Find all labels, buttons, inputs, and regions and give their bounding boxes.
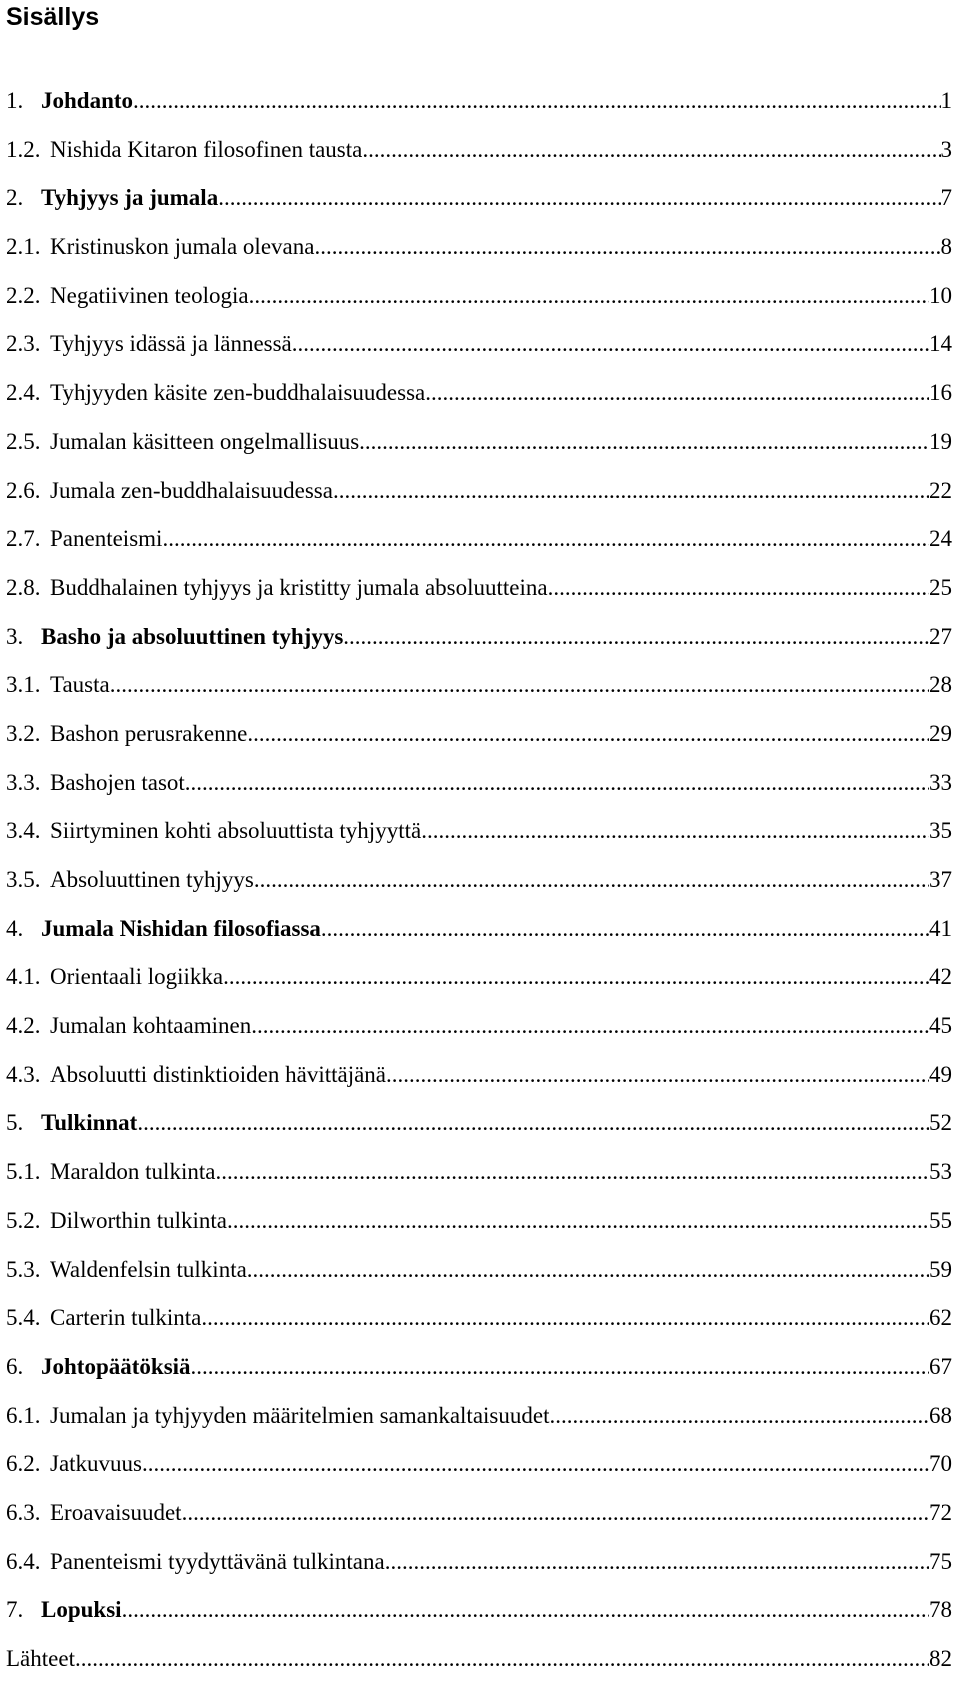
toc-dot-leader bbox=[215, 1148, 929, 1197]
toc-entry[interactable] bbox=[6, 467, 952, 516]
toc-entry-number: 3.4. bbox=[6, 818, 41, 844]
toc-dot-leader bbox=[142, 1440, 929, 1489]
toc-entry[interactable] bbox=[6, 126, 952, 175]
toc-entry-title: Basho ja absoluuttinen tyhjyys bbox=[41, 623, 344, 649]
toc-entry-number: 4.3. bbox=[6, 1061, 41, 1087]
toc-entry-page-number: 37 bbox=[929, 867, 952, 892]
toc-entry[interactable] bbox=[6, 856, 952, 905]
toc-entry-page-number: 10 bbox=[929, 282, 952, 308]
toc-entry-number: 7. bbox=[6, 1597, 24, 1623]
toc-dot-leader bbox=[254, 856, 929, 905]
toc-dot-leader bbox=[425, 369, 929, 418]
toc-dot-leader bbox=[548, 564, 929, 613]
toc-dot-leader bbox=[185, 759, 929, 808]
toc-entry-page-number: 7 bbox=[940, 185, 952, 211]
toc-entry-number: 3.5. bbox=[6, 867, 41, 892]
toc-entry-number: 2.8. bbox=[6, 574, 41, 600]
toc-dot-leader bbox=[333, 467, 929, 516]
toc-entry-page-number: 53 bbox=[929, 1159, 952, 1185]
toc-entry-title: Jumala zen-buddhalaisuudessa bbox=[50, 477, 333, 503]
toc-entry-page-number: 75 bbox=[929, 1548, 952, 1574]
toc-entry-number: 6.1. bbox=[6, 1402, 41, 1428]
toc-entry-page-number: 70 bbox=[929, 1451, 952, 1477]
toc-entry-page-number: 3 bbox=[940, 136, 952, 162]
toc-dot-leader bbox=[314, 223, 940, 272]
toc-entry-title: Waldenfelsin tulkinta bbox=[50, 1256, 247, 1282]
toc-entry-page-number: 22 bbox=[929, 477, 952, 503]
toc-entry-page-number: 25 bbox=[929, 574, 952, 600]
toc-dot-leader bbox=[223, 953, 929, 1002]
toc-entry-title: Tyhjyyden käsite zen-buddhalaisuudessa bbox=[50, 380, 426, 406]
toc-entry-page-number: 33 bbox=[929, 769, 952, 795]
toc-entry-page-number: 68 bbox=[929, 1402, 952, 1428]
toc-entry-page-number: 1 bbox=[940, 88, 952, 113]
toc-dot-leader bbox=[218, 174, 940, 223]
toc-entry[interactable] bbox=[6, 1294, 952, 1343]
toc-entry-title: Tyhjyys idässä ja lännessä bbox=[50, 331, 292, 357]
toc-entry-page-number: 67 bbox=[929, 1353, 952, 1379]
toc-list bbox=[6, 77, 952, 1684]
toc-entry-number: 1. bbox=[6, 88, 24, 113]
toc-entry[interactable] bbox=[6, 1440, 952, 1489]
toc-entry[interactable] bbox=[6, 807, 952, 856]
toc-entry-title: Buddhalainen tyhjyys ja kristitty jumala absoluutteina bbox=[50, 574, 548, 600]
toc-entry-number: 3. bbox=[6, 623, 24, 649]
toc-entry-page-number: 59 bbox=[929, 1256, 952, 1282]
toc-entry-number: 2.2. bbox=[6, 282, 41, 308]
toc-dot-leader bbox=[201, 1294, 929, 1343]
toc-entry-page-number: 28 bbox=[929, 672, 952, 698]
toc-dot-leader bbox=[162, 515, 929, 564]
toc-entry-title: Tyhjyys ja jumala bbox=[41, 185, 219, 211]
toc-entry-title: Kristinuskon jumala olevana bbox=[50, 234, 315, 260]
toc-entry-number: 2.7. bbox=[6, 526, 41, 552]
toc-entry[interactable] bbox=[6, 1002, 952, 1051]
toc-entry-title: Jatkuvuus bbox=[50, 1451, 142, 1477]
toc-entry-title: Maraldon tulkinta bbox=[50, 1159, 216, 1185]
toc-entry[interactable] bbox=[6, 1051, 952, 1100]
toc-entry-page-number: 49 bbox=[929, 1061, 952, 1087]
toc-entry-page-number: 24 bbox=[929, 526, 952, 552]
toc-entry-title: Tulkinnat bbox=[41, 1110, 138, 1136]
toc-entry-page-number: 14 bbox=[929, 331, 952, 357]
toc-dot-leader bbox=[133, 77, 940, 126]
toc-entry[interactable] bbox=[6, 369, 952, 418]
toc-entry-number: 6.3. bbox=[6, 1499, 41, 1525]
toc-dot-leader bbox=[343, 613, 929, 662]
toc-entry-page-number: 27 bbox=[929, 623, 952, 649]
toc-dot-leader bbox=[249, 272, 929, 321]
toc-entry-page-number: 62 bbox=[929, 1305, 952, 1331]
toc-entry[interactable] bbox=[6, 1538, 952, 1587]
toc-entry[interactable] bbox=[6, 174, 952, 223]
toc-entry[interactable] bbox=[6, 418, 952, 467]
toc-entry-number: 2.1. bbox=[6, 234, 41, 260]
toc-entry[interactable] bbox=[6, 1635, 952, 1684]
toc-entry[interactable] bbox=[6, 759, 952, 808]
toc-entry[interactable] bbox=[6, 564, 952, 613]
toc-entry-number: 4.2. bbox=[6, 1013, 41, 1039]
toc-dot-leader bbox=[549, 1392, 929, 1441]
toc-entry-title: Bashojen tasot bbox=[50, 769, 185, 795]
toc-entry-number: 3.1. bbox=[6, 672, 41, 698]
toc-entry-page-number: 82 bbox=[929, 1646, 952, 1671]
toc-entry[interactable] bbox=[6, 1246, 952, 1295]
toc-entry[interactable] bbox=[6, 905, 952, 954]
toc-entry-title: Siirtyminen kohti absoluuttista tyhjyyttä bbox=[50, 818, 422, 844]
toc-dot-leader bbox=[247, 710, 929, 759]
toc-entry[interactable] bbox=[6, 1148, 952, 1197]
toc-entry-title: Jumalan käsitteen ongelmallisuus bbox=[50, 428, 360, 454]
toc-entry[interactable] bbox=[6, 320, 952, 369]
toc-dot-leader bbox=[385, 1538, 929, 1587]
toc-entry-page-number: 42 bbox=[929, 964, 952, 990]
toc-entry[interactable] bbox=[6, 223, 952, 272]
toc-entry[interactable] bbox=[6, 661, 952, 710]
toc-entry-page-number: 41 bbox=[929, 915, 952, 941]
toc-entry-number: 6. bbox=[6, 1353, 24, 1379]
toc-entry-number: 5. bbox=[6, 1110, 24, 1136]
toc-entry-title: Nishida Kitaron filosofinen tausta bbox=[50, 136, 363, 162]
toc-entry-number: 2.4. bbox=[6, 380, 41, 406]
toc-entry-page-number: 8 bbox=[940, 234, 952, 260]
toc-dot-leader bbox=[321, 905, 929, 954]
toc-entry[interactable] bbox=[6, 1586, 952, 1635]
toc-entry-number: 6.4. bbox=[6, 1548, 41, 1574]
toc-entry[interactable] bbox=[6, 272, 952, 321]
toc-dot-leader bbox=[122, 1586, 929, 1635]
toc-entry-number: 5.1. bbox=[6, 1159, 41, 1185]
toc-entry[interactable] bbox=[6, 1343, 952, 1392]
toc-dot-leader bbox=[247, 1246, 929, 1295]
toc-entry-title: Johdanto bbox=[41, 88, 134, 113]
toc-entry-page-number: 29 bbox=[929, 720, 952, 746]
toc-entry[interactable] bbox=[6, 1099, 952, 1148]
toc-entry-title: Panenteismi tyydyttävänä tulkintana bbox=[50, 1548, 385, 1574]
toc-entry[interactable] bbox=[6, 515, 952, 564]
toc-entry-number: 4.1. bbox=[6, 964, 41, 990]
toc-dot-leader bbox=[292, 320, 929, 369]
toc-entry-title: Eroavaisuudet bbox=[50, 1499, 182, 1525]
toc-entry-number: 1.2. bbox=[6, 136, 41, 162]
toc-dot-leader bbox=[359, 418, 929, 467]
toc-entry-title: Bashon perusrakenne bbox=[50, 720, 248, 746]
toc-entry-title: Orientaali logiikka bbox=[50, 964, 224, 990]
toc-entry-page-number: 19 bbox=[929, 428, 952, 454]
toc-dot-leader bbox=[191, 1343, 929, 1392]
toc-entry[interactable] bbox=[6, 1489, 952, 1538]
toc-dot-leader bbox=[182, 1489, 929, 1538]
toc-dot-leader bbox=[421, 807, 929, 856]
toc-entry-title: Lopuksi bbox=[41, 1597, 122, 1623]
toc-entry[interactable] bbox=[6, 710, 952, 759]
toc-dot-leader bbox=[362, 126, 940, 175]
toc-entry-number: 2.5. bbox=[6, 428, 41, 454]
toc-entry-title: Johtopäätöksiä bbox=[41, 1353, 191, 1379]
toc-dot-leader bbox=[137, 1099, 929, 1148]
toc-entry-number: 5.2. bbox=[6, 1207, 41, 1233]
toc-entry-number: 3.2. bbox=[6, 720, 41, 746]
toc-entry-number: 2.6. bbox=[6, 477, 41, 503]
toc-entry[interactable] bbox=[6, 1197, 952, 1246]
toc-entry-title: Absoluutti distinktioiden hävittäjänä bbox=[50, 1061, 387, 1087]
toc-dot-leader bbox=[227, 1197, 929, 1246]
toc-entry-title: Dilworthin tulkinta bbox=[50, 1207, 227, 1233]
toc-entry-number: 3.3. bbox=[6, 769, 41, 795]
toc-entry-title: Absoluuttinen tyhjyys bbox=[50, 867, 254, 892]
toc-entry-page-number: 78 bbox=[929, 1597, 952, 1623]
page-title: Sisällys bbox=[6, 3, 100, 31]
toc-dot-leader bbox=[386, 1051, 929, 1100]
toc-entry-title: Jumala Nishidan filosofiassa bbox=[41, 915, 321, 941]
toc-entry-number: 5.3. bbox=[6, 1256, 41, 1282]
toc-entry-page-number: 35 bbox=[929, 818, 952, 844]
toc-entry-title: Panenteismi bbox=[50, 526, 163, 552]
toc-dot-leader bbox=[75, 1635, 929, 1684]
toc-entry[interactable] bbox=[6, 953, 952, 1002]
toc-entry-number: 6.2. bbox=[6, 1451, 41, 1477]
toc-dot-leader bbox=[110, 661, 929, 710]
toc-entry-title: Tausta bbox=[50, 672, 110, 698]
toc-entry[interactable] bbox=[6, 1392, 952, 1441]
toc-entry-page-number: 45 bbox=[929, 1013, 952, 1039]
toc-entry-page-number: 52 bbox=[929, 1110, 952, 1136]
toc-entry-title: Lähteet bbox=[6, 1646, 75, 1671]
toc-entry[interactable] bbox=[6, 77, 952, 126]
toc-entry-number: 2. bbox=[6, 185, 24, 211]
toc-entry-page-number: 16 bbox=[929, 380, 952, 406]
toc-entry-number: 5.4. bbox=[6, 1305, 41, 1331]
toc-entry-number: 2.3. bbox=[6, 331, 41, 357]
toc-entry-page-number: 72 bbox=[929, 1499, 952, 1525]
toc-dot-leader bbox=[251, 1002, 929, 1051]
toc-entry-title: Negatiivinen teologia bbox=[50, 282, 249, 308]
toc-entry[interactable] bbox=[6, 613, 952, 662]
toc-entry-title: Jumalan ja tyhjyyden määritelmien samankaltaisuudet bbox=[50, 1402, 550, 1428]
toc-entry-number: 4. bbox=[6, 915, 24, 941]
toc-entry-title: Carterin tulkinta bbox=[50, 1305, 202, 1331]
toc-entry-page-number: 55 bbox=[929, 1207, 952, 1233]
toc-entry-title: Jumalan kohtaaminen bbox=[50, 1013, 252, 1039]
